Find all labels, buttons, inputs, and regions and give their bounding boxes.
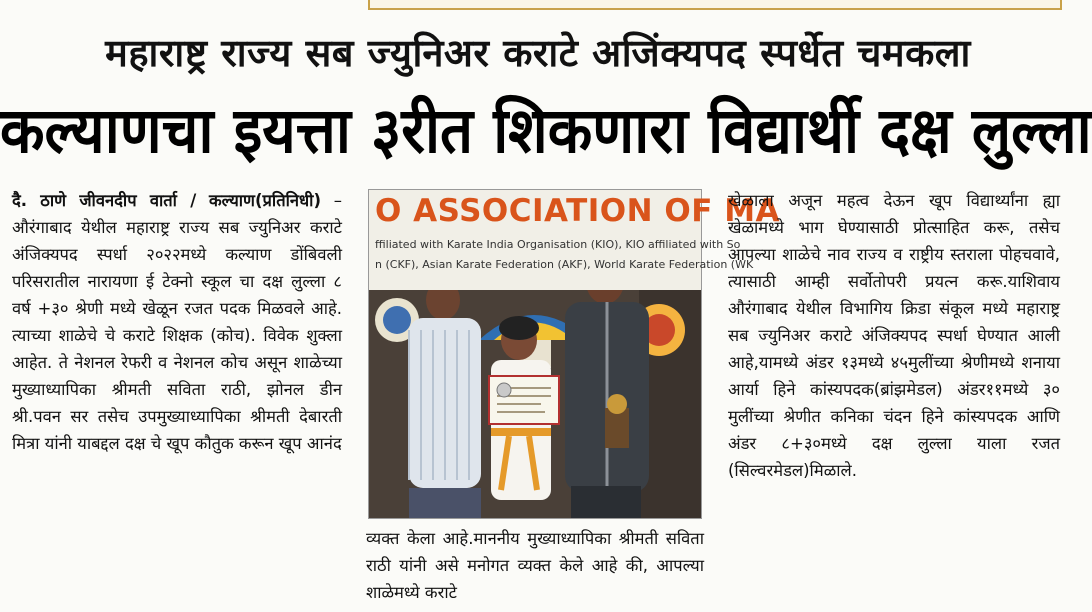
banner-title: O ASSOCIATION OF MA [375,193,781,229]
byline-source: दै. ठाणे जीवनदीप वार्ता / [12,191,197,210]
main-headline: कल्याणचा इयत्ता ३रीत शिकणारा विद्यार्थी दक्ष लुल्ला [0,93,1092,167]
news-photo [368,189,781,519]
article-column-3 [728,187,1060,484]
article-column-1 [12,187,342,457]
photo-banner [369,190,781,290]
byline-place: कल्याण(प्रतिनिधी) [209,191,321,210]
article-column-2 [366,525,704,606]
banner-line-1: ffiliated with Karate India Organisation (KIO), KIO affiliated with So [375,238,741,251]
sub-headline: महाराष्ट्र राज्य सब ज्युनिअर कराटे अजिंक्यपद स्पर्धेत चमकला [105,31,971,75]
top-box-border [368,0,1062,10]
column-1-text: – औरंगाबाद येथील महाराष्ट्र राज्य सब ज्युनिअर कराटे अंजिक्यपद स्पर्धा २०२२मध्ये कल्याण डोंबिवली परिसरातील नारायणा ई टेक्नो स्कूल चा दक्ष लुल्ला ८ वर्ष +३० श्रेणी मध्ये खेळून रजत पदक मिळवले आहे. त्याच्या शाळेचे चे कराटे शिक्षक (कोच). विवेक शुक्ला आहेत. ते नेशनल रेफरी व नेशनल कोच असून शाळेच्या मुख्याध्यापिका श्रीमती सविता राठी, झोनल डीन श्री.पवन सर तसेच उपमुख्याध्यापिका श्रीमती देबारती मित्रा यांनी याबद्दल दक्ष चे खूप कौतुक करून खूप आनंद [12,191,343,453]
banner-line-2: n (CKF), Asian Karate Federation (AKF), World Karate Federation (WK [375,258,754,271]
column-3-text: खेळाला अजून महत्व देऊन खूप विद्यार्थ्यांना ह्या खेळामध्ये भाग घेण्यासाठी प्रोत्साहित करू, तसेच आपल्या शाळेचे नाव राज्य व राष्ट्रीय स्तराला पोहचवावे, त्यासाठी आम्ही सर्वोतोपरी प्रयत्न करू.याशिवाय औरंगाबाद येथील विभागिय क्रिडा संकूल मध्ये महाराष्ट्र सब ज्युनिअर कराटे अंजिक्यपद स्पर्धा घेण्यात आली आहे,यामध्ये अंडर १३मध्ये ४५मुलींच्या श्रेणीमध्ये शनाया आर्या हिने कांस्यपदक(ब्रांझमेडल) अंडर११मध्ये ३० मुलींच्या श्रेणीत कनिका चंदन हिने कांस्यपदक आणि अंडर ८+३०मध्ये दक्ष लुल्ला याला रजत (सिल्वरमेडल)मिळाले. [728,191,1060,480]
column-2-text: व्यक्त केला आहे.माननीय मुख्याध्यापिका श्रीमती सविता राठी यांनी असे मनोगत व्यक्त केले आहे की, आपल्या शाळेमध्ये कराटे [366,529,704,602]
